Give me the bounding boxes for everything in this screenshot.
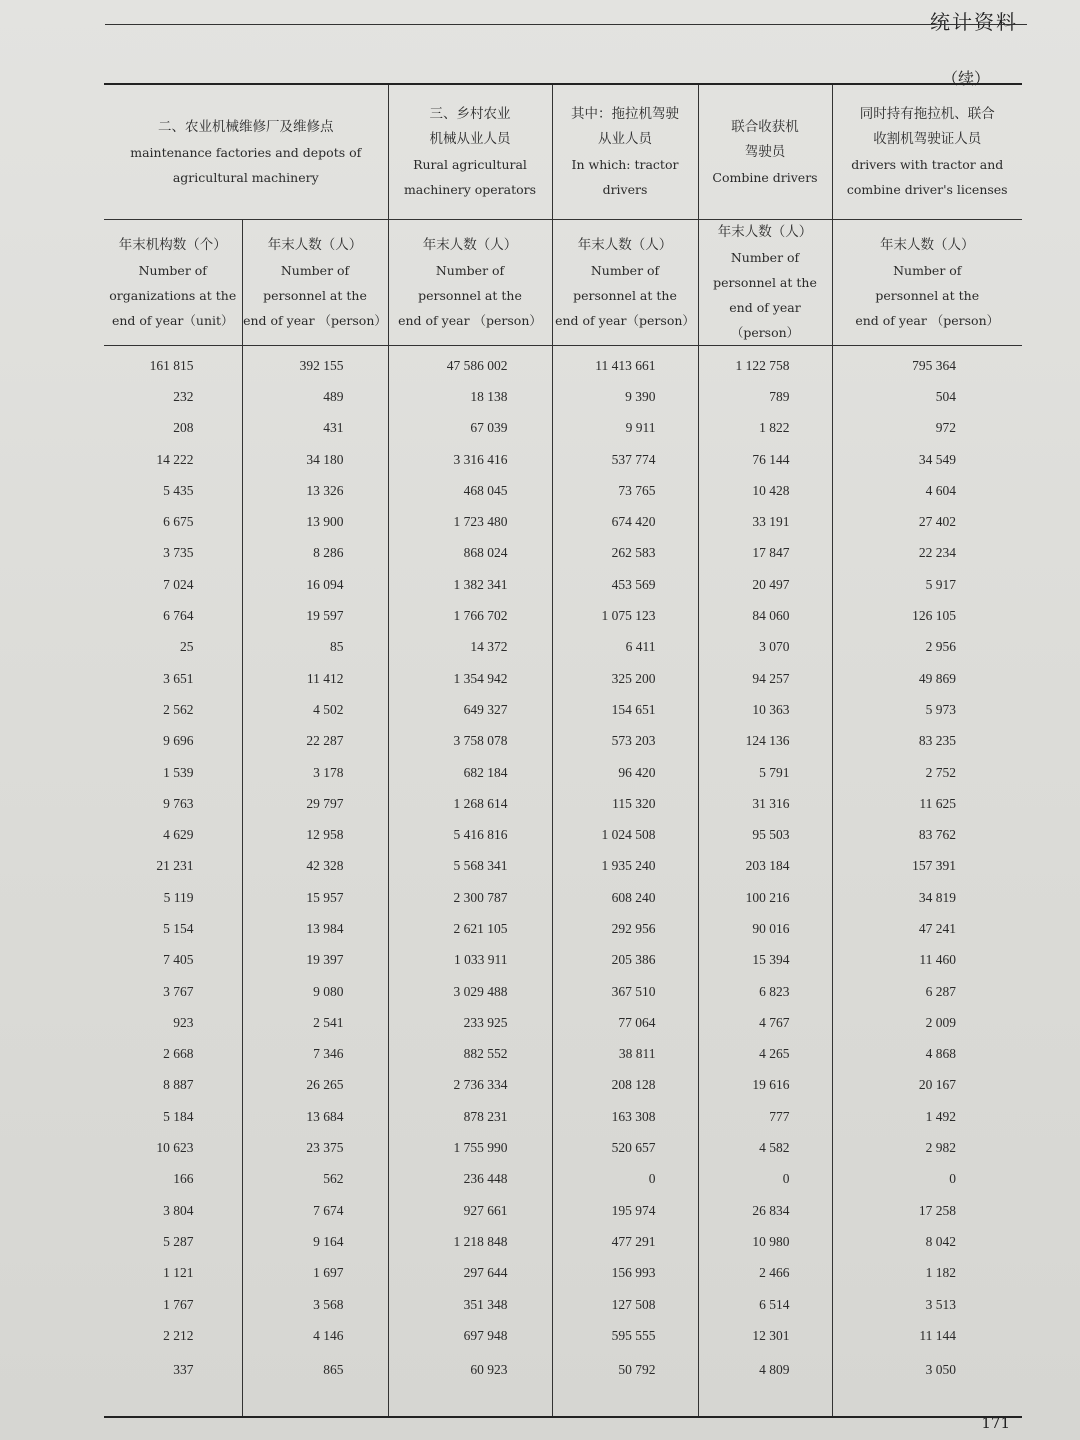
group6-en-2: combine driver's licenses <box>846 182 1008 197</box>
table-cell: 3 316 416 <box>388 444 552 475</box>
table-row <box>104 1070 1022 1101</box>
table-cell: 1 218 848 <box>388 1226 552 1257</box>
group6-cn-2: 收割机驾驶证人员 <box>873 131 982 147</box>
table-cell: 12 958 <box>242 819 388 850</box>
table-row <box>104 757 1022 788</box>
subheader-personnel <box>242 220 388 346</box>
sub2-en-2: personnel at the <box>263 287 367 303</box>
table-cell: 520 657 <box>552 1132 698 1163</box>
table-cell: 923 <box>173 1014 194 1030</box>
table-cell: 127 508 <box>552 1289 698 1320</box>
table-cell: 22 234 <box>832 538 1022 569</box>
sub1-cn: 年末机构数（个） <box>118 236 227 253</box>
table-row <box>104 1164 1022 1195</box>
table-cell: 1 268 614 <box>388 788 552 819</box>
table-cell: 367 510 <box>552 976 698 1007</box>
table-cell: 7 024 <box>163 576 194 592</box>
group-header-dual-license <box>832 84 1022 220</box>
sub5-en-3: end of year（person） <box>729 300 801 340</box>
table-cell: 34 180 <box>242 444 388 475</box>
table-cell: 2 009 <box>832 1007 1022 1038</box>
table-cell: 84 060 <box>698 600 832 631</box>
table-row <box>104 1226 1022 1257</box>
table-cell: 203 184 <box>698 851 832 882</box>
table-cell: 85 <box>242 632 388 663</box>
table-cell: 13 326 <box>242 475 388 506</box>
sub3-cn: 年末人数（人） <box>422 236 518 253</box>
table-row <box>104 694 1022 725</box>
table-cell: 0 <box>552 1164 698 1195</box>
group-header-maintenance <box>104 84 388 220</box>
table-row <box>104 726 1022 757</box>
table-cell: 562 <box>242 1164 388 1195</box>
table-cell: 608 240 <box>552 882 698 913</box>
sub6-en-1: Number of <box>893 262 962 278</box>
table-cell: 868 024 <box>388 538 552 569</box>
table-cell: 1 755 990 <box>388 1132 552 1163</box>
table-cell: 1 767 <box>163 1296 194 1312</box>
table-cell: 29 797 <box>242 788 388 819</box>
sub5-en-2: personnel at the <box>713 275 817 290</box>
section-title: 统计资料 <box>930 10 1018 34</box>
table-cell: 17 258 <box>832 1195 1022 1226</box>
table-row <box>104 882 1022 913</box>
table-body <box>104 346 1022 1417</box>
table-cell: 0 <box>698 1164 832 1195</box>
table-cell: 2 562 <box>163 701 194 717</box>
sub6-en-2: personnel at the <box>875 287 980 303</box>
table-cell: 232 <box>173 388 194 404</box>
table-cell: 6 823 <box>698 976 832 1007</box>
group-header-row <box>104 84 1022 220</box>
table-cell: 595 555 <box>552 1320 698 1351</box>
table-cell: 9 390 <box>552 381 698 412</box>
table-row <box>104 663 1022 694</box>
table-cell: 19 616 <box>698 1070 832 1101</box>
sub3-en-1: Number of <box>435 262 505 278</box>
sub1-en-1: Number of <box>138 262 207 278</box>
table-cell: 1 766 702 <box>388 600 552 631</box>
table-cell: 5 791 <box>698 757 832 788</box>
table-cell: 2 212 <box>163 1327 194 1343</box>
group6-cn-1: 同时持有拖拉机、联合 <box>859 106 995 122</box>
table-cell: 60 923 <box>388 1352 552 1417</box>
table-cell: 19 397 <box>242 945 388 976</box>
table-cell: 126 105 <box>832 600 1022 631</box>
table-cell: 1 121 <box>163 1265 194 1281</box>
table-cell: 15 394 <box>698 945 832 976</box>
table-cell: 3 568 <box>242 1289 388 1320</box>
table-cell: 6 411 <box>552 632 698 663</box>
table-cell: 76 144 <box>698 444 832 475</box>
table-row <box>104 475 1022 506</box>
table-cell: 2 736 334 <box>388 1070 552 1101</box>
table-cell: 157 391 <box>832 851 1022 882</box>
table-cell: 504 <box>832 381 1022 412</box>
table-row <box>104 538 1022 569</box>
table-cell: 11 144 <box>832 1320 1022 1351</box>
table-cell: 1 697 <box>242 1258 388 1289</box>
table-row <box>104 1039 1022 1070</box>
group-header-rural-operators <box>388 84 552 220</box>
group-header-tractor-drivers <box>552 84 698 220</box>
table-row <box>104 976 1022 1007</box>
group-header-combine-drivers <box>698 84 832 220</box>
table-cell: 3 513 <box>832 1289 1022 1320</box>
sub2-cn: 年末人数（人） <box>267 236 363 253</box>
group2-en-2: agricultural machinery <box>172 169 319 185</box>
table-cell: 537 774 <box>552 444 698 475</box>
sub2-en-1: Number of <box>280 262 350 278</box>
table-cell: 205 386 <box>552 945 698 976</box>
table-cell: 13 684 <box>242 1101 388 1132</box>
sub6-cn: 年末人数（人） <box>880 236 975 253</box>
group4-cn-1: 其中：拖拉机驾驶 <box>571 106 679 122</box>
table-cell: 38 811 <box>552 1039 698 1070</box>
sub5-en-1: Number of <box>730 250 800 265</box>
table-row <box>104 1352 1022 1417</box>
table-cell: 17 847 <box>698 538 832 569</box>
table-cell: 26 265 <box>242 1070 388 1101</box>
table-cell: 4 604 <box>832 475 1022 506</box>
sub1-en-3: end of year（unit） <box>111 312 234 328</box>
table-cell: 4 146 <box>242 1320 388 1351</box>
table-cell: 5 416 816 <box>388 819 552 850</box>
table-row <box>104 506 1022 537</box>
table-row <box>104 1258 1022 1289</box>
table-cell: 8 887 <box>163 1077 194 1093</box>
table-cell: 2 300 787 <box>388 882 552 913</box>
table-cell: 5 119 <box>163 889 194 905</box>
table-cell: 1 822 <box>698 413 832 444</box>
table-cell: 2 982 <box>832 1132 1022 1163</box>
table-cell: 166 <box>173 1171 194 1187</box>
continued-label: （续） <box>941 69 990 88</box>
table-cell: 16 094 <box>242 569 388 600</box>
table-cell: 649 327 <box>388 694 552 725</box>
sub4-cn: 年末人数（人） <box>577 236 673 253</box>
sub4-en-3: end of year（person） <box>555 312 695 328</box>
group4-cn-2: 从业人员 <box>598 131 652 147</box>
subheader-personnel <box>698 220 832 346</box>
table-cell: 12 301 <box>698 1320 832 1351</box>
table-cell: 9 763 <box>163 795 194 811</box>
table-cell: 94 257 <box>698 663 832 694</box>
table-row <box>104 632 1022 663</box>
table-cell: 337 <box>104 1352 242 1417</box>
table-cell: 124 136 <box>698 726 832 757</box>
subheader-personnel <box>552 220 698 346</box>
group5-en-1: Combine drivers <box>712 169 818 185</box>
table-cell: 4 809 <box>698 1352 832 1417</box>
table-row <box>104 1101 1022 1132</box>
table-cell: 927 661 <box>388 1195 552 1226</box>
table-cell: 878 231 <box>388 1101 552 1132</box>
table-cell: 2 956 <box>832 632 1022 663</box>
table-cell: 34 549 <box>832 444 1022 475</box>
table-cell: 1 075 123 <box>552 600 698 631</box>
table-cell: 1 382 341 <box>388 569 552 600</box>
table-cell: 5 435 <box>163 482 194 498</box>
table-row <box>104 788 1022 819</box>
table-cell: 1 182 <box>832 1258 1022 1289</box>
table-cell: 9 164 <box>242 1226 388 1257</box>
table-cell: 1 033 911 <box>388 945 552 976</box>
table-cell: 8 286 <box>242 538 388 569</box>
table-cell: 7 346 <box>242 1039 388 1070</box>
table-cell: 9 696 <box>163 733 194 749</box>
table-cell: 19 597 <box>242 600 388 631</box>
table-cell: 10 623 <box>156 1140 194 1156</box>
sub2-en-3: end of year （person） <box>243 312 387 328</box>
table-cell: 777 <box>698 1101 832 1132</box>
table-cell: 4 582 <box>698 1132 832 1163</box>
table-row <box>104 945 1022 976</box>
table-cell: 5 154 <box>163 920 194 936</box>
table-cell: 351 348 <box>388 1289 552 1320</box>
table-cell: 1 723 480 <box>388 506 552 537</box>
table-row <box>104 819 1022 850</box>
table-cell: 453 569 <box>552 569 698 600</box>
table-row <box>104 381 1022 412</box>
group3-en-2: machinery operators <box>403 182 537 197</box>
table-cell: 208 <box>173 420 194 436</box>
table-cell: 1 935 240 <box>552 851 698 882</box>
group3-cn-1: 三、乡村农业 <box>429 106 511 122</box>
table-cell: 50 792 <box>552 1352 698 1417</box>
table-cell: 2 466 <box>698 1258 832 1289</box>
table-row <box>104 851 1022 882</box>
table-cell: 1 024 508 <box>552 819 698 850</box>
sub4-en-2: personnel at the <box>573 287 677 303</box>
table-cell: 972 <box>832 413 1022 444</box>
table-row <box>104 1289 1022 1320</box>
group4-en-2: drivers <box>602 182 648 197</box>
table-cell: 1 492 <box>832 1101 1022 1132</box>
sub3-en-3: end of year （person） <box>398 312 542 328</box>
group2-en-1: maintenance factories and depots of <box>130 144 362 160</box>
table-cell: 3 178 <box>242 757 388 788</box>
sub6-en-3: end of year （person） <box>855 312 1000 328</box>
table-cell: 100 216 <box>698 882 832 913</box>
table-cell: 5 287 <box>163 1233 194 1249</box>
table-cell: 95 503 <box>698 819 832 850</box>
table-row <box>104 1007 1022 1038</box>
table-cell: 67 039 <box>388 413 552 444</box>
table-cell: 11 625 <box>832 788 1022 819</box>
table-cell: 21 231 <box>156 858 194 874</box>
group4-en-1: In which: tractor <box>571 157 679 172</box>
subheader-personnel <box>388 220 552 346</box>
table-cell: 42 328 <box>242 851 388 882</box>
subheader-organizations <box>104 220 242 346</box>
table-cell: 2 621 105 <box>388 913 552 944</box>
table-cell: 0 <box>832 1164 1022 1195</box>
group5-cn-1: 联合收获机 <box>731 118 799 135</box>
sub4-en-1: Number of <box>590 262 660 278</box>
group6-en-1: drivers with tractor and <box>851 157 1004 172</box>
table-cell: 3 735 <box>163 545 194 561</box>
table-cell: 697 948 <box>388 1320 552 1351</box>
table-cell: 13 900 <box>242 506 388 537</box>
sub3-en-2: personnel at the <box>418 287 522 303</box>
table-cell: 4 868 <box>832 1039 1022 1070</box>
table-cell: 292 956 <box>552 913 698 944</box>
table-cell: 262 583 <box>552 538 698 569</box>
table-cell: 882 552 <box>388 1039 552 1070</box>
table-cell: 2 752 <box>832 757 1022 788</box>
table-cell: 20 167 <box>832 1070 1022 1101</box>
table-cell: 674 420 <box>552 506 698 537</box>
table-cell: 1 122 758 <box>698 346 832 382</box>
table-cell: 9 080 <box>242 976 388 1007</box>
table-cell: 161 815 <box>149 357 194 373</box>
table-cell: 392 155 <box>242 346 388 382</box>
table-row <box>104 346 1022 382</box>
table-cell: 31 316 <box>698 788 832 819</box>
table-cell: 25 <box>180 639 194 655</box>
table-cell: 795 364 <box>832 346 1022 382</box>
group3-cn-2: 机械从业人员 <box>429 131 511 147</box>
table-row <box>104 413 1022 444</box>
table-cell: 789 <box>698 381 832 412</box>
table-cell: 10 363 <box>698 694 832 725</box>
table-cell: 233 925 <box>388 1007 552 1038</box>
table-cell: 73 765 <box>552 475 698 506</box>
table-cell: 6 764 <box>163 608 194 624</box>
table-cell: 90 016 <box>698 913 832 944</box>
table-cell: 325 200 <box>552 663 698 694</box>
table-cell: 163 308 <box>552 1101 698 1132</box>
table-cell: 22 287 <box>242 726 388 757</box>
table-cell: 208 128 <box>552 1070 698 1101</box>
sub1-en-2: organizations at the <box>109 287 237 303</box>
page-number: 171 <box>981 1414 1010 1432</box>
table-cell: 13 984 <box>242 913 388 944</box>
table-cell: 26 834 <box>698 1195 832 1226</box>
table-cell: 20 497 <box>698 569 832 600</box>
table-row <box>104 569 1022 600</box>
table-cell: 468 045 <box>388 475 552 506</box>
table-cell: 15 957 <box>242 882 388 913</box>
table-cell: 4 502 <box>242 694 388 725</box>
table-cell: 10 980 <box>698 1226 832 1257</box>
table-cell: 83 762 <box>832 819 1022 850</box>
table-cell: 47 241 <box>832 913 1022 944</box>
table-cell: 236 448 <box>388 1164 552 1195</box>
table-cell: 3 651 <box>163 670 194 686</box>
table-cell: 682 184 <box>388 757 552 788</box>
table-cell: 10 428 <box>698 475 832 506</box>
table-cell: 4 629 <box>163 827 194 843</box>
table-cell: 7 405 <box>163 952 194 968</box>
table-cell: 865 <box>242 1352 388 1417</box>
sub-header-row <box>104 220 1022 346</box>
table-cell: 3 029 488 <box>388 976 552 1007</box>
table-cell: 431 <box>242 413 388 444</box>
table-cell: 9 911 <box>552 413 698 444</box>
table-row <box>104 913 1022 944</box>
table-row <box>104 444 1022 475</box>
table-cell: 27 402 <box>832 506 1022 537</box>
table-cell: 8 042 <box>832 1226 1022 1257</box>
table-cell: 1 539 <box>163 764 194 780</box>
table-cell: 3 050 <box>832 1352 1022 1417</box>
table-cell: 3 804 <box>163 1202 194 1218</box>
table-row <box>104 600 1022 631</box>
table-cell: 5 973 <box>832 694 1022 725</box>
table-cell: 7 674 <box>242 1195 388 1226</box>
table-cell: 5 184 <box>163 1108 194 1124</box>
table-cell: 4 265 <box>698 1039 832 1070</box>
table-cell: 3 070 <box>698 632 832 663</box>
table-cell: 96 420 <box>552 757 698 788</box>
table-cell: 573 203 <box>552 726 698 757</box>
table-row <box>104 1132 1022 1163</box>
table-cell: 1 354 942 <box>388 663 552 694</box>
table-row <box>104 1195 1022 1226</box>
table-cell: 34 819 <box>832 882 1022 913</box>
table-cell: 154 651 <box>552 694 698 725</box>
table-cell: 11 460 <box>832 945 1022 976</box>
group5-cn-2: 驾驶员 <box>744 143 786 160</box>
table-cell: 11 413 661 <box>552 346 698 382</box>
table-cell: 33 191 <box>698 506 832 537</box>
table-cell: 477 291 <box>552 1226 698 1257</box>
table-cell: 18 138 <box>388 381 552 412</box>
statistics-table-wrapper <box>104 83 1022 1418</box>
table-cell: 4 767 <box>698 1007 832 1038</box>
subheader-personnel <box>832 220 1022 346</box>
table-cell: 195 974 <box>552 1195 698 1226</box>
table-cell: 14 222 <box>156 451 194 467</box>
sub5-cn: 年末人数（人） <box>717 224 813 240</box>
table-cell: 156 993 <box>552 1258 698 1289</box>
table-cell: 297 644 <box>388 1258 552 1289</box>
table-cell: 2 668 <box>163 1046 194 1062</box>
header-rule <box>105 24 1027 25</box>
table-cell: 47 586 002 <box>388 346 552 382</box>
statistics-table <box>104 83 1022 1418</box>
table-cell: 6 287 <box>832 976 1022 1007</box>
table-cell: 489 <box>242 381 388 412</box>
table-cell: 14 372 <box>388 632 552 663</box>
table-cell: 6 514 <box>698 1289 832 1320</box>
table-cell: 3 758 078 <box>388 726 552 757</box>
table-cell: 2 541 <box>242 1007 388 1038</box>
table-cell: 11 412 <box>242 663 388 694</box>
group2-cn: 二、农业机械维修厂及维修点 <box>158 118 334 135</box>
group3-en-1: Rural agricultural <box>413 157 527 172</box>
table-cell: 49 869 <box>832 663 1022 694</box>
table-row <box>104 1320 1022 1351</box>
table-cell: 83 235 <box>832 726 1022 757</box>
table-cell: 115 320 <box>552 788 698 819</box>
table-cell: 77 064 <box>552 1007 698 1038</box>
table-cell: 6 675 <box>163 514 194 530</box>
table-cell: 5 917 <box>832 569 1022 600</box>
table-cell: 3 767 <box>163 983 194 999</box>
table-cell: 5 568 341 <box>388 851 552 882</box>
table-cell: 23 375 <box>242 1132 388 1163</box>
